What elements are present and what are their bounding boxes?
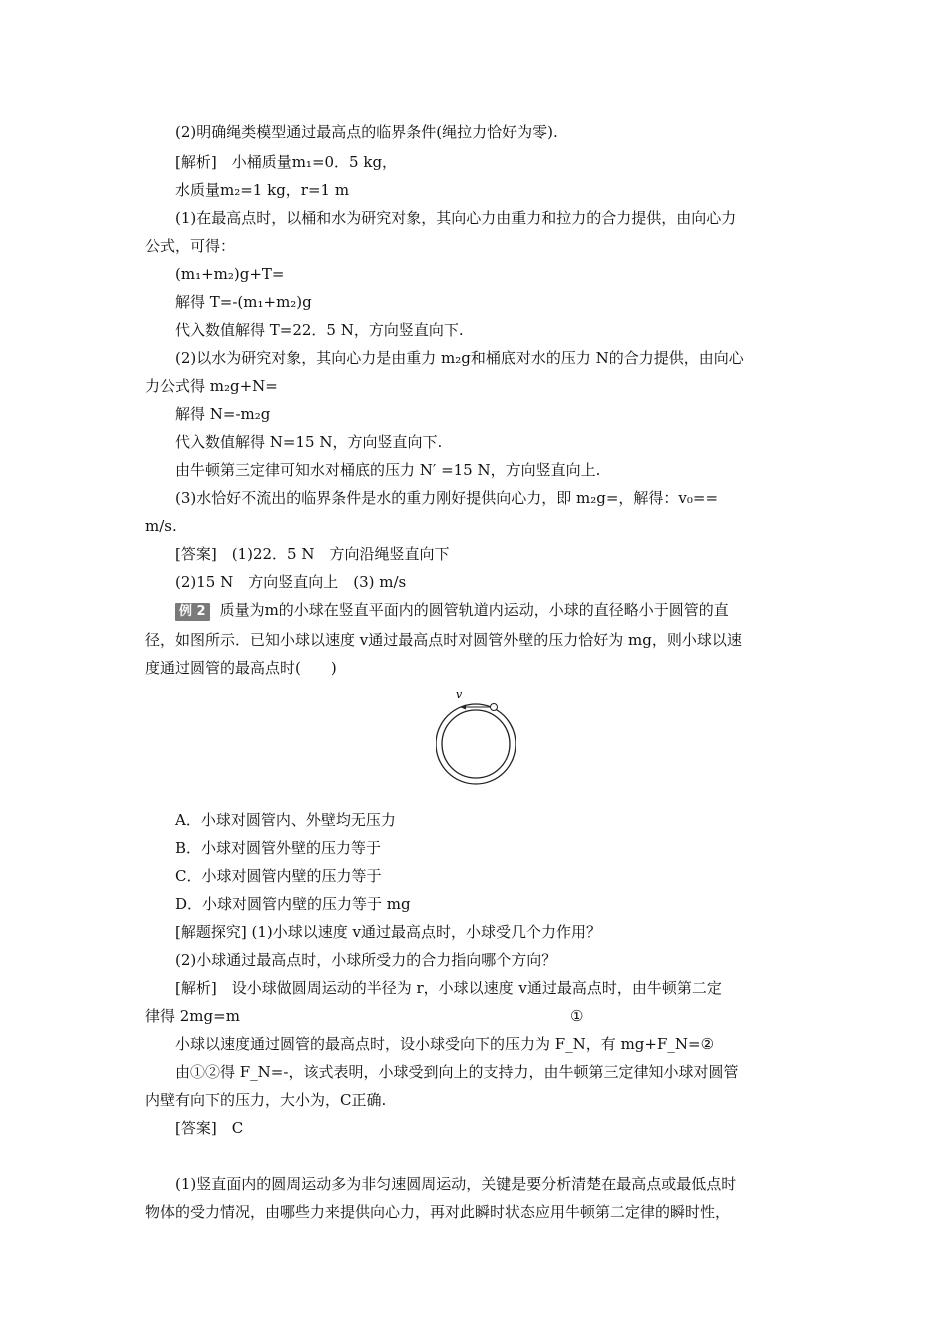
- answer-line: [答案] (1)22．5 N 方向沿绳竖直向下: [175, 545, 450, 563]
- text-line: 由牛顿第三定律可知水对桶底的压力 N′ =15 N，方向竖直向上.: [175, 461, 601, 479]
- text-line: 解得 N=-m₂g: [175, 405, 271, 423]
- option-d: D．小球对圆管内壁的压力等于 mg: [175, 895, 411, 913]
- text-line: m/s.: [145, 517, 177, 535]
- answer-line: [答案] C: [175, 1119, 244, 1137]
- circular-tube-figure: [436, 684, 516, 796]
- text-line: 力公式得 m₂g+N=: [145, 377, 278, 395]
- text-line: [解题探究] (1)小球以速度 v通过最高点时，小球受几个力作用？: [175, 923, 601, 941]
- text-line: (2)以水为研究对象，其向心力是由重力 m₂g和桶底对水的压力 N的合力提供，由向心: [175, 349, 744, 367]
- text-line: (1)在最高点时，以桶和水为研究对象，其向心力由重力和拉力的合力提供，由向心力: [175, 209, 737, 227]
- text-line: (3)水恰好不流出的临界条件是水的重力刚好提供向心力，即 m₂g=，解得：v₀==: [175, 489, 719, 507]
- text-line: 度通过圆管的最高点时( ): [145, 659, 337, 677]
- option-c: C．小球对圆管内壁的压力等于: [175, 867, 382, 885]
- text-line: [解析] 设小球做圆周运动的半径为 r，小球以速度 v通过最高点时，由牛顿第二定: [175, 979, 722, 997]
- example-text: 质量为m的小球在竖直平面内的圆管轨道内运动，小球的直径略小于圆管的直: [219, 601, 729, 619]
- velocity-label: v: [456, 688, 463, 701]
- text-line: 公式，可得：: [145, 237, 236, 255]
- text-line: 水质量m₂=1 kg，r=1 m: [175, 181, 350, 199]
- text-line: (2)明确绳类模型通过最高点的临界条件(绳拉力恰好为零).: [175, 123, 558, 141]
- example-tag: 例 2: [175, 603, 210, 621]
- text-line: 代入数值解得 T=22．5 N，方向竖直向下.: [175, 321, 464, 339]
- text-line: [解析] 小桶质量m₁=0．5 kg，: [175, 153, 398, 171]
- text-line: 代入数值解得 N=15 N，方向竖直向下.: [175, 433, 443, 451]
- text-line: 径，如图所示．已知小球以速度 v通过最高点时对圆管外壁的压力恰好为 mg，则小球以速: [145, 631, 742, 649]
- equation-number: ①: [570, 1007, 584, 1025]
- text-line: 解得 T=-(m₁+m₂)g: [175, 293, 312, 311]
- option-a: A．小球对圆管内、外壁均无压力: [175, 811, 396, 829]
- text-line: (1)竖直面内的圆周运动多为非匀速圆周运动，关键是要分析清楚在最高点或最低点时: [175, 1175, 737, 1193]
- text-line: 物体的受力情况，由哪些力来提供向心力，再对此瞬时状态应用牛顿第二定律的瞬时性，: [145, 1203, 731, 1221]
- text-line: 小球以速度通过圆管的最高点时，设小球受向下的压力为 F_N，有 mg+F_N=②: [175, 1035, 715, 1053]
- option-b: B．小球对圆管外壁的压力等于: [175, 839, 382, 857]
- text-line: 由①②得 F_N=-，该式表明，小球受到向上的支持力，由牛顿第三定律知小球对圆管: [175, 1063, 739, 1081]
- text-line: 内壁有向下的压力，大小为，C正确.: [145, 1091, 387, 1109]
- ball: [491, 704, 498, 711]
- text-line: (2)小球通过最高点时，小球所受力的合力指向哪个方向？: [175, 951, 557, 969]
- example-line: [175, 600, 810, 621]
- answer-line: (2)15 N 方向竖直向上 (3) m/s: [175, 573, 407, 591]
- text-line: [145, 1006, 810, 1026]
- text-line: (m₁+m₂)g+T=: [175, 265, 285, 283]
- equation-text: 律得 2mg=m: [145, 1007, 240, 1025]
